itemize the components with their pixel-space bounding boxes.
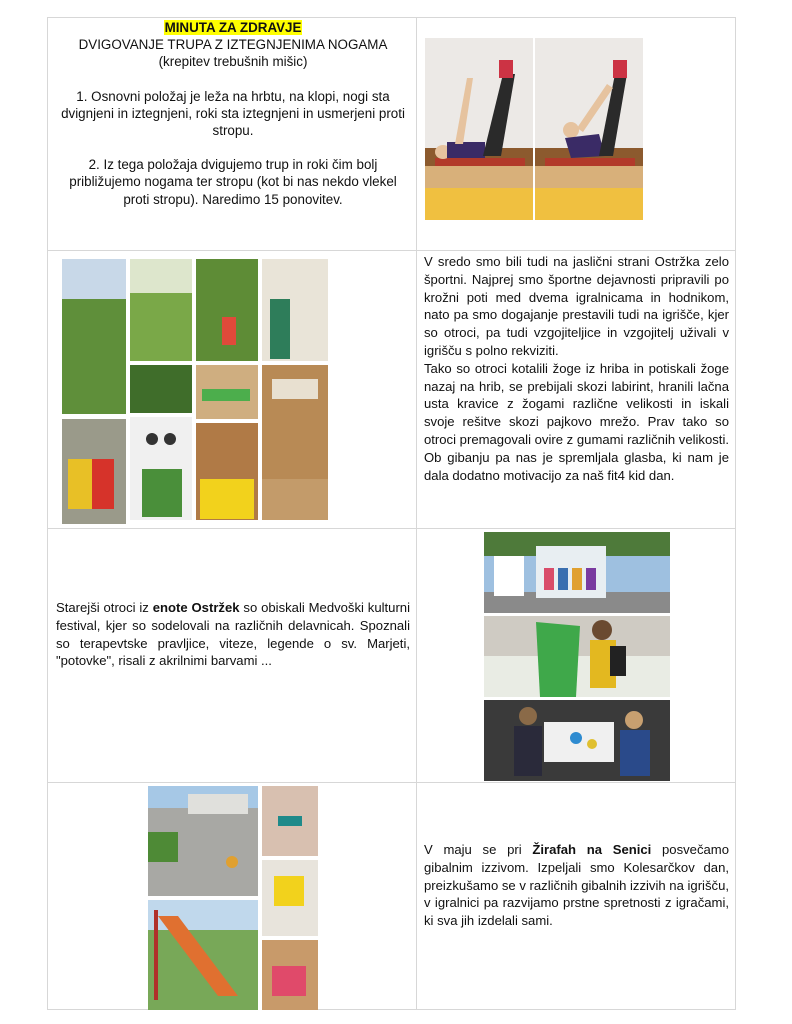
festival-photo-3 [484,700,670,781]
exercise-subtitle: DVIGOVANJE TRUPA Z IZTEGNJENIMA NOGAMA [78,37,388,53]
sports-day-text [424,253,729,484]
festival-text [56,599,410,670]
exercise-photo-2 [535,38,643,220]
festival-text-rest: so obiskali Medvoški kulturni festival, kjer so sodelovali na različnih delavnicah. Spoznali so terapevtske pravljice, viteze, legende o sv. Marjeti, "potovke", risali z akrilnimi barvami ... [56,600,410,669]
sports-collage [62,259,328,524]
giraffes-text-rest: posvečamo gibalnim izzivom. Izpeljali smo Kolesarčkov dan, preizkušamo se v različnih gibalnih izzivih na igrišču, v igralnici pa razvijamo prstne spretnosti z igračami, ki sva jih izdelali sami. [424,842,729,929]
row-exercise [48,18,735,251]
content-table [47,17,736,1010]
row-giraffes [48,783,735,1011]
exercise-step-1: 1. Osnovni položaj je leža na hrbtu, na klopi, nogi sta dvignjeni in iztegnjeni, roki sta iztegnjeni in usmerjeni proti stropu. [61,88,405,139]
row-sports-day [48,251,735,529]
exercise-text-cell [56,19,410,208]
festival-photo-2 [484,616,670,697]
exercise-photo-1 [425,38,533,220]
festival-unit-name: enote Ostržek [152,600,240,615]
row-festival [48,529,735,783]
giraffes-text [424,841,729,930]
exercise-note: (krepitev trebušnih mišic) [158,54,308,70]
exercise-heading: MINUTA ZA ZDRAVJE [164,20,302,35]
festival-text-start: Starejši otroci iz [56,600,153,615]
festival-photo-1 [484,532,670,613]
giraffes-group-name: Žirafah na Senici [532,842,652,857]
sports-day-paragraph-2: Tako so otroci kotalili žoge iz hriba in potiskali žoge nazaj na hrib, se prebijali skozi labirint, hranili lačna usta kravice z žogami različne velikosti in iskali svoje rešitve skozi pajkovo mrežo. Prav tako so otroci premagovali ovire z gumami različnih velikosti. Ob gibanju pa nas je spremljala glasba, ki nam je dala dodatno motivacijo za naš fit4 kid dan. [424,360,729,483]
exercise-step-2: 2. Iz tega položaja dvigujemo trup in roki čim bolj približujemo nogama ter stropu (kot bi nas nekdo vlekel proti stropu). Naredimo 15 ponovitev. [69,157,397,207]
giraffes-collage [148,786,318,1010]
giraffes-text-start: V maju se pri [424,842,533,857]
sports-day-paragraph-1: V sredo smo bili tudi na jaslični strani Ostržka zelo športni. Najprej smo športne dejavnosti pripravili po krožni poti med dvema igralnicama in hodnikom, nato pa smo dogajanje prestavili tudi na igrišče, kjer so otroci, pa tudi vzgojiteljice in vzgojitelj uživali v igrišču s polno rekviziti. [424,254,729,358]
